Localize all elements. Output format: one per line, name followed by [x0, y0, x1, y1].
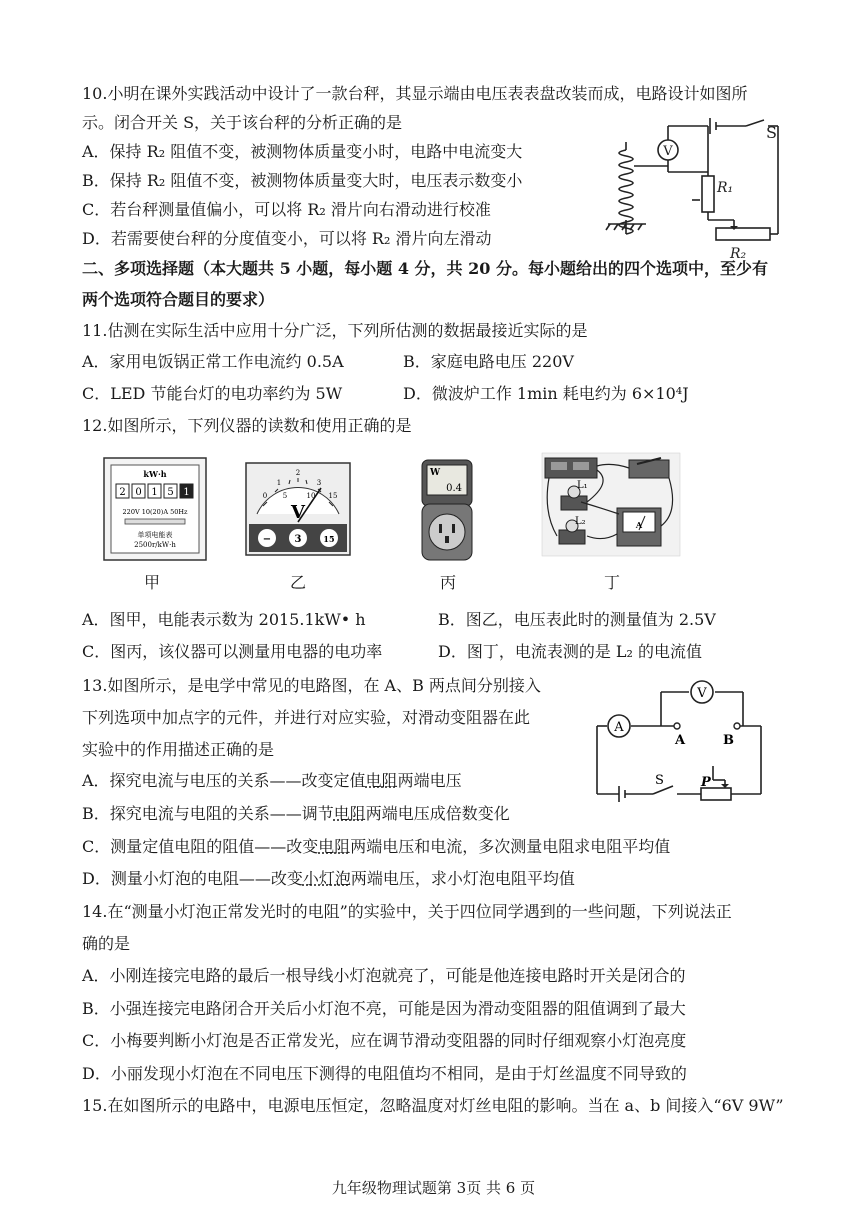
terminal-15: 15: [323, 534, 335, 544]
scale-label: 3: [316, 479, 322, 487]
dotted-component: 小灯泡: [302, 869, 351, 888]
q13-circuit-diagram: [583, 676, 773, 806]
meter-unit: kW·h: [143, 469, 167, 479]
meter-name: 单项电能表: [137, 531, 173, 539]
option-text: 两端电压和电流，多次测量电阻求电阻平均值: [350, 837, 671, 856]
option-text: 两端电压成倍数变化: [365, 804, 510, 823]
scale-label: 10: [306, 492, 316, 500]
meter-rate: 2500r/kW·h: [134, 541, 176, 549]
terminal-3: 3: [294, 534, 302, 545]
q12-option-d: D．图丁，电流表测的是 L₂ 的电流值: [438, 642, 703, 661]
power-unit: W: [430, 468, 441, 478]
meter-digit: 0: [135, 487, 142, 498]
l2-label: L₂: [575, 516, 586, 527]
option-text: A．探究电流与电压的关系——改变定值: [82, 771, 366, 790]
dotted-component: 电阻: [365, 771, 398, 790]
q10-option-d: D．若需要使台秤的分度值变小，可以将 R₂ 滑片向左滑动: [82, 229, 492, 248]
q10-option-c: C．若台秤测量值偏小，可以将 R₂ 滑片向右滑动进行校准: [82, 200, 491, 219]
q13-stem-line2: 下列选项中加点字的元件，并进行对应实验，对滑动变阻器在此: [82, 708, 531, 727]
option-text: 两端电压，求小灯泡电阻平均值: [350, 869, 575, 888]
q11-option-b: B．家庭电路电压 220V: [403, 352, 574, 371]
r1-label: R₁: [717, 180, 734, 196]
terminal-a: [674, 723, 680, 729]
figure-yi-voltmeter: [245, 462, 351, 556]
caption-yi: 乙: [290, 573, 307, 592]
q11-option-d: D．微波炉工作 1min 耗电约为 6×10⁴J: [403, 384, 689, 403]
scale-label: 0: [262, 492, 268, 500]
q14-stem-line2: 确的是: [82, 934, 131, 953]
option-text: B．探究电流与电阻的关系——调节: [82, 804, 334, 823]
point-b-label: B: [723, 733, 734, 748]
q10-option-b: B．保持 R₂ 阻值不变，被测物体质量变大时，电压表示数变小: [82, 171, 523, 190]
terminal-b: [734, 723, 740, 729]
q10-stem-line2: 示。闭合开关 S，关于该台秤的分析正确的是: [82, 113, 403, 132]
q14-option-b: B．小强连接完电路闭合开关后小灯泡不亮，可能是因为滑动变阻器的阻值调到了最大: [82, 999, 686, 1018]
meter-digit: 2: [119, 487, 126, 498]
q15-stem: 15.在如图所示的电路中，电源电压恒定，忽略温度对灯丝电阻的影响。当在 a、b 间接入“6V 9W”: [82, 1096, 784, 1115]
scale-label: 1: [276, 479, 282, 487]
q14-option-c: C．小梅要判断小灯泡是否正常发光，应在调节滑动变阻器的同时仔细观察小灯泡亮度: [82, 1031, 687, 1050]
figure-ding-physical-circuit: [541, 452, 681, 557]
meter-digit: 1: [151, 487, 158, 498]
point-a-label: A: [675, 733, 686, 748]
q11-stem: 11.估测在实际生活中应用十分广泛，下列所估测的数据最接近实际的是: [82, 321, 588, 340]
scale-label: 2: [295, 469, 301, 477]
q13-option-d: [82, 869, 575, 889]
q13-stem-line1: 13.如图所示，是电学中常见的电路图，在 A、B 两点间分别接入: [82, 676, 541, 695]
dotted-component: 电阻: [318, 837, 351, 856]
meter-digit: 5: [167, 487, 174, 498]
ammeter-label: A: [635, 520, 643, 530]
q14-stem-line1: 14.在“测量小灯泡正常发光时的电阻”的实验中，关于四位同学遇到的一些问题，下列说法正: [82, 902, 732, 921]
section2-heading-line1: 二、多项选择题（本大题共 5 小题，每小题 4 分，共 20 分。每小题给出的四个选项中，至少有: [82, 259, 768, 278]
voltmeter-label: V: [697, 686, 707, 701]
q14-option-d: D．小丽发现小灯泡在不同电压下测得的电阻值均不相同，是由于灯丝温度不同导致的: [82, 1064, 687, 1083]
q13-option-c: [82, 837, 670, 857]
caption-ding: 丁: [604, 573, 621, 592]
q13-option-a: [82, 771, 462, 791]
terminal-negative: −: [262, 534, 272, 545]
q14-option-a: A．小刚连接完电路的最后一根导线小灯泡就亮了，可能是他连接电路时开关是闭合的: [82, 966, 686, 985]
q10-stem-line1: 10.小明在课外实践活动中设计了一款台秤，其显示端由电压表表盘改装而成，电路设计如图所: [82, 84, 748, 103]
switch-label: S: [655, 773, 664, 788]
ammeter-label: A: [614, 720, 624, 735]
meter-spec: 220V 10(20)A 50Hz: [122, 508, 188, 516]
figure-jia-energy-meter: [103, 457, 207, 561]
q13-stem-line3: 实验中的作用描述正确的是: [82, 740, 275, 759]
voltmeter-label: V: [663, 144, 673, 159]
q11-option-c: C．LED 节能台灯的电功率约为 5W: [82, 384, 343, 403]
option-text: 两端电压: [397, 771, 462, 790]
dotted-component: 电阻: [333, 804, 366, 823]
caption-jia: 甲: [144, 573, 161, 592]
scale-label: 15: [328, 492, 338, 500]
meter-digit-decimal: 1: [183, 487, 190, 498]
option-text: D．测量小灯泡的电阻——改变: [82, 869, 303, 888]
q12-option-a: A．图甲，电能表示数为 2015.1kW• h: [82, 610, 366, 629]
scale-label: 5: [282, 492, 288, 500]
section2-heading-line2: 两个选项符合题目的要求）: [82, 290, 275, 309]
slider-p-label: P: [701, 775, 711, 790]
q10-option-a: A．保持 R₂ 阻值不变，被测物体质量变小时，电路中电流变大: [82, 142, 523, 161]
q13-option-b: [82, 804, 510, 824]
page-footer: 九年级物理试题第 3页 共 6 页: [331, 1179, 536, 1197]
r2-label: R₂: [730, 246, 747, 262]
switch-label: S: [766, 123, 777, 142]
caption-bing: 丙: [440, 573, 457, 592]
voltmeter-symbol-v: V: [291, 502, 305, 523]
q12-stem: 12.如图所示，下列仪器的读数和使用正确的是: [82, 416, 412, 435]
q11-option-a: A．家用电饭锅正常工作电流约 0.5A: [82, 352, 344, 371]
power-reading: 0.4: [446, 483, 462, 494]
q10-scale-circuit-diagram: [596, 116, 786, 266]
option-text: C．测量定值电阻的阻值——改变: [82, 837, 319, 856]
l1-label: L₁: [577, 480, 588, 491]
figure-bing-power-meter-socket: [418, 458, 476, 562]
q12-option-c: C．图丙，该仪器可以测量用电器的电功率: [82, 642, 383, 661]
q12-option-b: B．图乙，电压表此时的测量值为 2.5V: [438, 610, 716, 629]
